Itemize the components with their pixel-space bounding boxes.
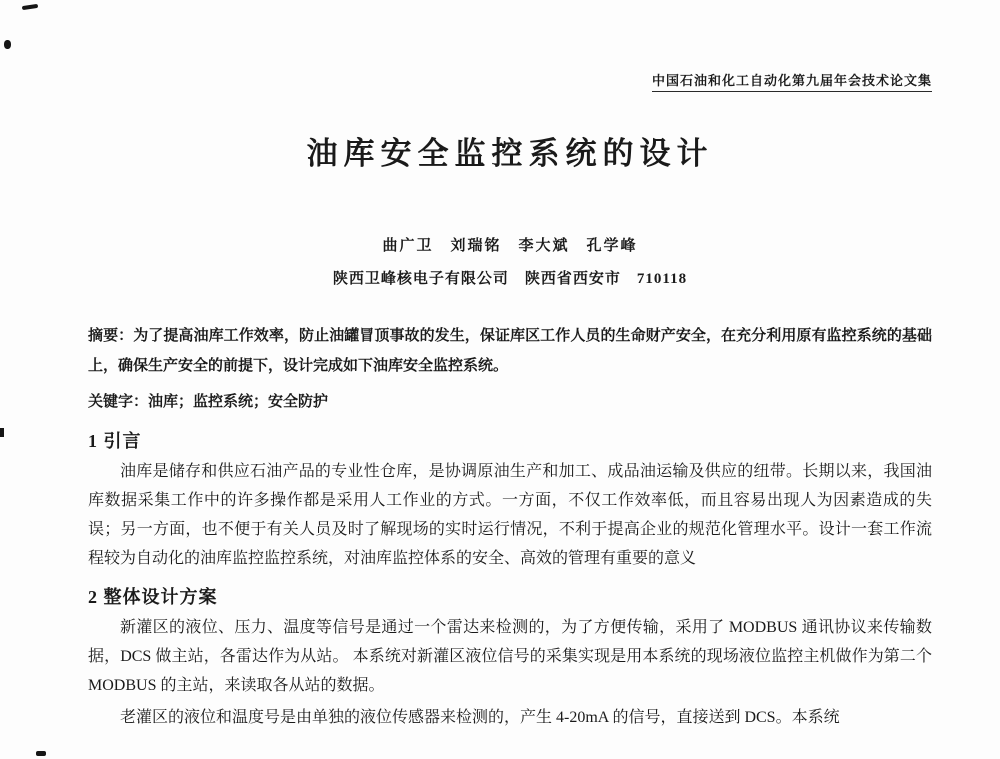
scan-artifact [4,40,11,49]
journal-header-text: 中国石油和化工自动化第九届年会技术论文集 [652,72,932,92]
paper-title: 油库安全监控系统的设计 [306,136,714,171]
abstract-paragraph [88,321,932,381]
paragraph: 油库是储存和供应石油产品的专业性仓库，是协调原油生产和加工、成品油运输及供应的纽带。长期以来，我国油库数据采集工作中的许多操作都是采用人工作业的方式。一方面，不仅工作效率低，而且容易出现人为因素造成的失误；另一方面，也不便于有关人员及时了解现场的实时运行情况，不利于提高企业的规范化管理水平。设计一套工作流程较为自动化的油库监控监控系统，对油库监控体系的安全、高效的管理有重要的意义 [88,463,932,567]
affiliation-line: 陕西卫峰核电子有限公司 陕西省西安市 710118 [332,271,688,287]
keywords-text: 油库；监控系统；安全防护 [148,394,329,410]
scan-artifact [0,428,4,437]
paragraph: 老灌区的液位和温度号是由单独的液位传感器来检测的，产生 4-20mA 的信号，直接送到 DCS。本系统 [120,709,840,726]
authors-line: 曲广卫 刘瑞铭 李大斌 孔学峰 [382,238,638,254]
section-heading-introduction: 1 引言 [88,431,142,451]
scan-artifact [36,751,46,756]
section-heading-overall-design: 2 整体设计方案 [88,587,218,607]
journal-header [88,0,932,92]
keywords-paragraph [88,387,932,417]
abstract-label: 摘要： [88,328,134,344]
abstract-text: 为了提高油库工作效率，防止油罐冒顶事故的发生，保证库区工作人员的生命财产安全，在充分利用原有监控系统的基础上，确保生产安全的前提下，设计完成如下油库安全监控系统。 [88,328,932,374]
keywords-label: 关键字： [88,394,149,410]
paragraph: 新灌区的液位、压力、温度等信号是通过一个雷达来检测的，为了方便传输，采用了 MODBUS 通讯协议来传输数据，DCS 做主站，各雷达作为从站。 本系统对新灌区液位信号的采集实现是用本系统的现场液位监控主机做作为第二个 MODBUS 的主站，来读取各从站的数据。 [88,619,932,694]
